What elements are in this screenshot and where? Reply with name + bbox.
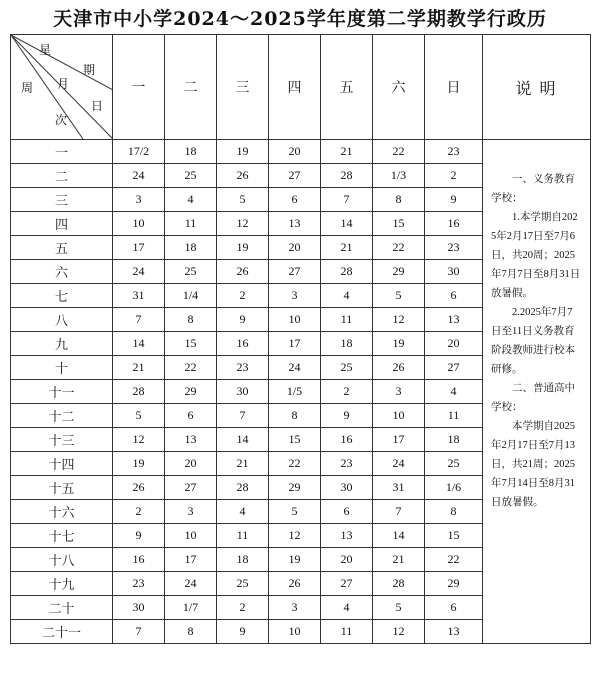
date-cell: 20 [425, 332, 483, 356]
date-cell: 9 [425, 188, 483, 212]
date-cell: 30 [217, 380, 269, 404]
week-number-cell: 一 [11, 140, 113, 164]
week-number-cell: 十八 [11, 548, 113, 572]
date-cell: 18 [425, 428, 483, 452]
date-cell: 29 [425, 572, 483, 596]
date-cell: 13 [425, 308, 483, 332]
date-cell: 16 [217, 332, 269, 356]
date-cell: 7 [217, 404, 269, 428]
corner-label-xing: 星 [39, 43, 52, 57]
date-cell: 24 [373, 452, 425, 476]
date-cell: 8 [269, 404, 321, 428]
week-number-cell: 十九 [11, 572, 113, 596]
date-cell: 25 [321, 356, 373, 380]
date-cell: 23 [425, 140, 483, 164]
week-number-cell: 二十 [11, 596, 113, 620]
date-cell: 17 [373, 428, 425, 452]
date-cell: 12 [373, 308, 425, 332]
date-cell: 22 [165, 356, 217, 380]
week-number-cell: 十六 [11, 500, 113, 524]
date-cell: 23 [321, 452, 373, 476]
notes-section-1-item-1: 1.本学期自2025年2月17日至7月6日，共20周；2025年7月7日至8月31日放暑假。 [491, 212, 581, 299]
date-cell: 5 [269, 500, 321, 524]
date-cell: 19 [217, 140, 269, 164]
date-cell: 1/4 [165, 284, 217, 308]
date-cell: 12 [217, 212, 269, 236]
date-cell: 22 [373, 140, 425, 164]
date-cell: 31 [373, 476, 425, 500]
week-number-cell: 二 [11, 164, 113, 188]
week-number-cell: 七 [11, 284, 113, 308]
notes-section-2-heading: 二、普通高中学校： [491, 383, 575, 413]
week-number-cell: 八 [11, 308, 113, 332]
date-cell: 21 [321, 236, 373, 260]
date-cell: 21 [321, 140, 373, 164]
date-cell: 10 [373, 404, 425, 428]
date-cell: 25 [425, 452, 483, 476]
date-cell: 19 [217, 236, 269, 260]
date-cell: 30 [321, 476, 373, 500]
day-header: 四 [269, 35, 321, 140]
date-cell: 19 [269, 548, 321, 572]
calendar-body [11, 140, 591, 644]
week-number-cell: 十三 [11, 428, 113, 452]
date-cell: 2 [425, 164, 483, 188]
date-cell: 18 [165, 236, 217, 260]
date-cell: 9 [113, 524, 165, 548]
date-cell: 27 [425, 356, 483, 380]
date-cell: 21 [217, 452, 269, 476]
date-cell: 17/2 [113, 140, 165, 164]
date-cell: 9 [217, 620, 269, 644]
week-number-cell: 十七 [11, 524, 113, 548]
date-cell: 18 [165, 140, 217, 164]
notes-section-2-item-1: 本学期自2025年2月17日至7月13日，共21周；2025年7月14日至8月31日放暑假。 [491, 421, 575, 508]
date-cell: 14 [113, 332, 165, 356]
date-cell: 2 [217, 596, 269, 620]
corner-label-ci: 次 [55, 113, 68, 127]
date-cell: 29 [269, 476, 321, 500]
date-cell: 16 [113, 548, 165, 572]
date-cell: 22 [269, 452, 321, 476]
date-cell: 4 [321, 284, 373, 308]
date-cell: 13 [165, 428, 217, 452]
date-cell: 17 [269, 332, 321, 356]
date-cell: 31 [113, 284, 165, 308]
date-cell: 8 [165, 620, 217, 644]
date-cell: 29 [165, 380, 217, 404]
date-cell: 17 [165, 548, 217, 572]
date-cell: 4 [217, 500, 269, 524]
date-cell: 4 [321, 596, 373, 620]
date-cell: 2 [113, 500, 165, 524]
date-cell: 26 [269, 572, 321, 596]
date-cell: 3 [269, 284, 321, 308]
corner-label-qi: 期 [83, 63, 96, 77]
date-cell: 4 [165, 188, 217, 212]
date-cell: 18 [321, 332, 373, 356]
date-cell: 7 [321, 188, 373, 212]
week-number-cell: 九 [11, 332, 113, 356]
calendar-table [10, 34, 591, 644]
date-cell: 23 [113, 572, 165, 596]
date-cell: 29 [373, 260, 425, 284]
date-cell: 6 [425, 596, 483, 620]
date-cell: 27 [269, 164, 321, 188]
date-cell: 11 [217, 524, 269, 548]
date-cell: 20 [269, 236, 321, 260]
day-header: 二 [165, 35, 217, 140]
date-cell: 15 [165, 332, 217, 356]
date-cell: 20 [321, 548, 373, 572]
date-cell: 10 [165, 524, 217, 548]
date-cell: 26 [373, 356, 425, 380]
date-cell: 25 [165, 260, 217, 284]
date-cell: 5 [373, 284, 425, 308]
date-cell: 19 [373, 332, 425, 356]
date-cell: 30 [425, 260, 483, 284]
table-row [11, 140, 591, 164]
corner-header [11, 35, 113, 140]
date-cell: 18 [217, 548, 269, 572]
date-cell: 10 [269, 308, 321, 332]
date-cell: 24 [113, 164, 165, 188]
date-cell: 23 [217, 356, 269, 380]
date-cell: 5 [217, 188, 269, 212]
date-cell: 10 [113, 212, 165, 236]
date-cell: 22 [373, 236, 425, 260]
date-cell: 11 [425, 404, 483, 428]
week-number-cell: 十二 [11, 404, 113, 428]
date-cell: 12 [269, 524, 321, 548]
date-cell: 28 [321, 164, 373, 188]
date-cell: 10 [269, 620, 321, 644]
date-cell: 21 [373, 548, 425, 572]
date-cell: 14 [373, 524, 425, 548]
date-cell: 14 [217, 428, 269, 452]
date-cell: 5 [373, 596, 425, 620]
date-cell: 20 [165, 452, 217, 476]
corner-label-zhou: 周 [21, 81, 34, 95]
notes-header: 说 明 [483, 35, 591, 140]
date-cell: 6 [321, 500, 373, 524]
date-cell: 8 [425, 500, 483, 524]
date-cell: 1/6 [425, 476, 483, 500]
date-cell: 7 [113, 620, 165, 644]
notes-section-1-heading: 一、义务教育学校： [491, 174, 575, 204]
date-cell: 30 [113, 596, 165, 620]
date-cell: 3 [269, 596, 321, 620]
date-cell: 12 [113, 428, 165, 452]
date-cell: 11 [165, 212, 217, 236]
date-cell: 27 [321, 572, 373, 596]
date-cell: 2 [321, 380, 373, 404]
date-cell: 19 [113, 452, 165, 476]
date-cell: 15 [373, 212, 425, 236]
date-cell: 26 [217, 164, 269, 188]
date-cell: 26 [217, 260, 269, 284]
date-cell: 25 [217, 572, 269, 596]
week-number-cell: 二十一 [11, 620, 113, 644]
date-cell: 11 [321, 620, 373, 644]
date-cell: 28 [113, 380, 165, 404]
date-cell: 23 [425, 236, 483, 260]
date-cell: 24 [269, 356, 321, 380]
date-cell: 16 [321, 428, 373, 452]
date-cell: 13 [321, 524, 373, 548]
date-cell: 11 [321, 308, 373, 332]
week-number-cell: 十四 [11, 452, 113, 476]
week-number-cell: 十五 [11, 476, 113, 500]
date-cell: 8 [373, 188, 425, 212]
week-number-cell: 五 [11, 236, 113, 260]
date-cell: 9 [321, 404, 373, 428]
date-cell: 28 [373, 572, 425, 596]
day-header: 三 [217, 35, 269, 140]
date-cell: 28 [321, 260, 373, 284]
corner-label-ri: 日 [91, 99, 104, 113]
week-number-cell: 六 [11, 260, 113, 284]
date-cell: 15 [269, 428, 321, 452]
week-number-cell: 十一 [11, 380, 113, 404]
header-row [11, 35, 591, 140]
date-cell: 6 [425, 284, 483, 308]
date-cell: 26 [113, 476, 165, 500]
day-header: 一 [113, 35, 165, 140]
date-cell: 25 [165, 164, 217, 188]
week-number-cell: 十 [11, 356, 113, 380]
date-cell: 24 [113, 260, 165, 284]
date-cell: 6 [269, 188, 321, 212]
date-cell: 4 [425, 380, 483, 404]
date-cell: 7 [113, 308, 165, 332]
date-cell: 27 [165, 476, 217, 500]
date-cell: 13 [425, 620, 483, 644]
date-cell: 13 [269, 212, 321, 236]
date-cell: 16 [425, 212, 483, 236]
date-cell: 1/7 [165, 596, 217, 620]
day-header: 日 [425, 35, 483, 140]
date-cell: 7 [373, 500, 425, 524]
date-cell: 3 [165, 500, 217, 524]
notes-section-1-item-2: 2.2025年7月7日至11日义务教育阶段教师进行校本研修。 [491, 307, 575, 375]
date-cell: 8 [165, 308, 217, 332]
day-header: 六 [373, 35, 425, 140]
date-cell: 2 [217, 284, 269, 308]
date-cell: 5 [113, 404, 165, 428]
day-header: 五 [321, 35, 373, 140]
date-cell: 14 [321, 212, 373, 236]
date-cell: 15 [425, 524, 483, 548]
page-title: 天津市中小学2024～2025学年度第二学期教学行政历 [53, 8, 547, 30]
date-cell: 28 [217, 476, 269, 500]
corner-label-yue: 月 [57, 77, 70, 91]
date-cell: 21 [113, 356, 165, 380]
date-cell: 17 [113, 236, 165, 260]
date-cell: 9 [217, 308, 269, 332]
date-cell: 22 [425, 548, 483, 572]
date-cell: 3 [113, 188, 165, 212]
date-cell: 27 [269, 260, 321, 284]
date-cell: 6 [165, 404, 217, 428]
date-cell: 3 [373, 380, 425, 404]
date-cell: 12 [373, 620, 425, 644]
date-cell: 1/3 [373, 164, 425, 188]
date-cell: 20 [269, 140, 321, 164]
week-number-cell: 四 [11, 212, 113, 236]
date-cell: 24 [165, 572, 217, 596]
week-number-cell: 三 [11, 188, 113, 212]
date-cell: 1/5 [269, 380, 321, 404]
notes-cell [483, 140, 591, 644]
